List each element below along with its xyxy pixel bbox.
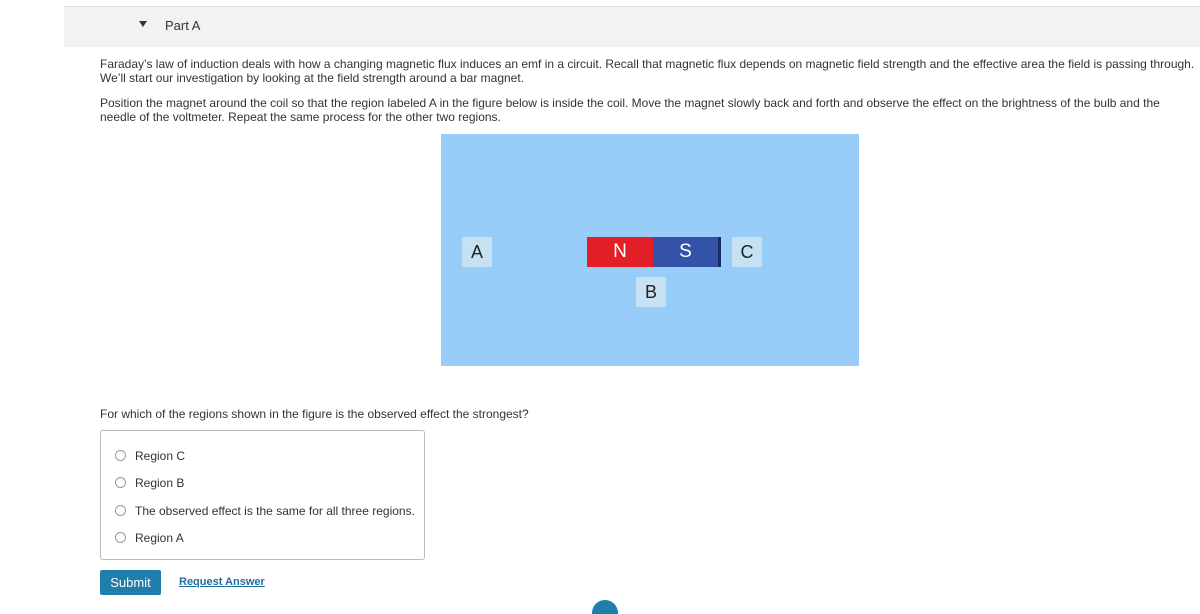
magnet-south-pole: S <box>653 237 718 267</box>
partial-button-edge <box>592 600 618 614</box>
magnet-edge <box>718 237 721 267</box>
part-header[interactable] <box>64 7 1200 47</box>
choice-label[interactable]: Region C <box>135 449 186 463</box>
region-a-label: A <box>462 237 492 267</box>
triangle-down-icon[interactable] <box>139 21 147 27</box>
choice-label[interactable]: Region B <box>135 476 185 490</box>
part-title: Part A <box>165 18 201 33</box>
answer-choices <box>100 430 425 560</box>
bar-magnet <box>587 237 721 267</box>
region-c-label: C <box>732 237 762 267</box>
radio-button[interactable] <box>115 505 126 516</box>
magnet-north-pole: N <box>587 237 653 267</box>
question-prompt: For which of the regions shown in the figure is the observed effect the strongest? <box>100 407 529 421</box>
instruction-paragraph-2: Position the magnet around the coil so that the region labeled A in the figure below is inside the coil. Move the magnet slowly back and forth and observe the effect on the brightness of the bulb and the needle of the voltmeter. Repeat the same process for the other two regions. <box>100 96 1160 124</box>
choice-label[interactable]: Region A <box>135 531 184 545</box>
region-b-label: B <box>636 277 666 307</box>
choice-label[interactable]: The observed effect is the same for all three regions. <box>135 504 415 518</box>
radio-button[interactable] <box>115 450 126 461</box>
request-answer-link[interactable]: Request Answer <box>179 576 265 588</box>
radio-button[interactable] <box>115 477 126 488</box>
radio-button[interactable] <box>115 532 126 543</box>
instruction-paragraph-1: Faraday’s law of induction deals with how a changing magnetic flux induces an emf in a circuit. Recall that magnetic flux depends on magnetic field strength and the effective area the field is passing through. We’ll start our investigation by looking at the field strength around a bar magnet. <box>100 57 1195 85</box>
magnet-figure <box>441 134 859 366</box>
submit-button[interactable]: Submit <box>100 570 161 595</box>
